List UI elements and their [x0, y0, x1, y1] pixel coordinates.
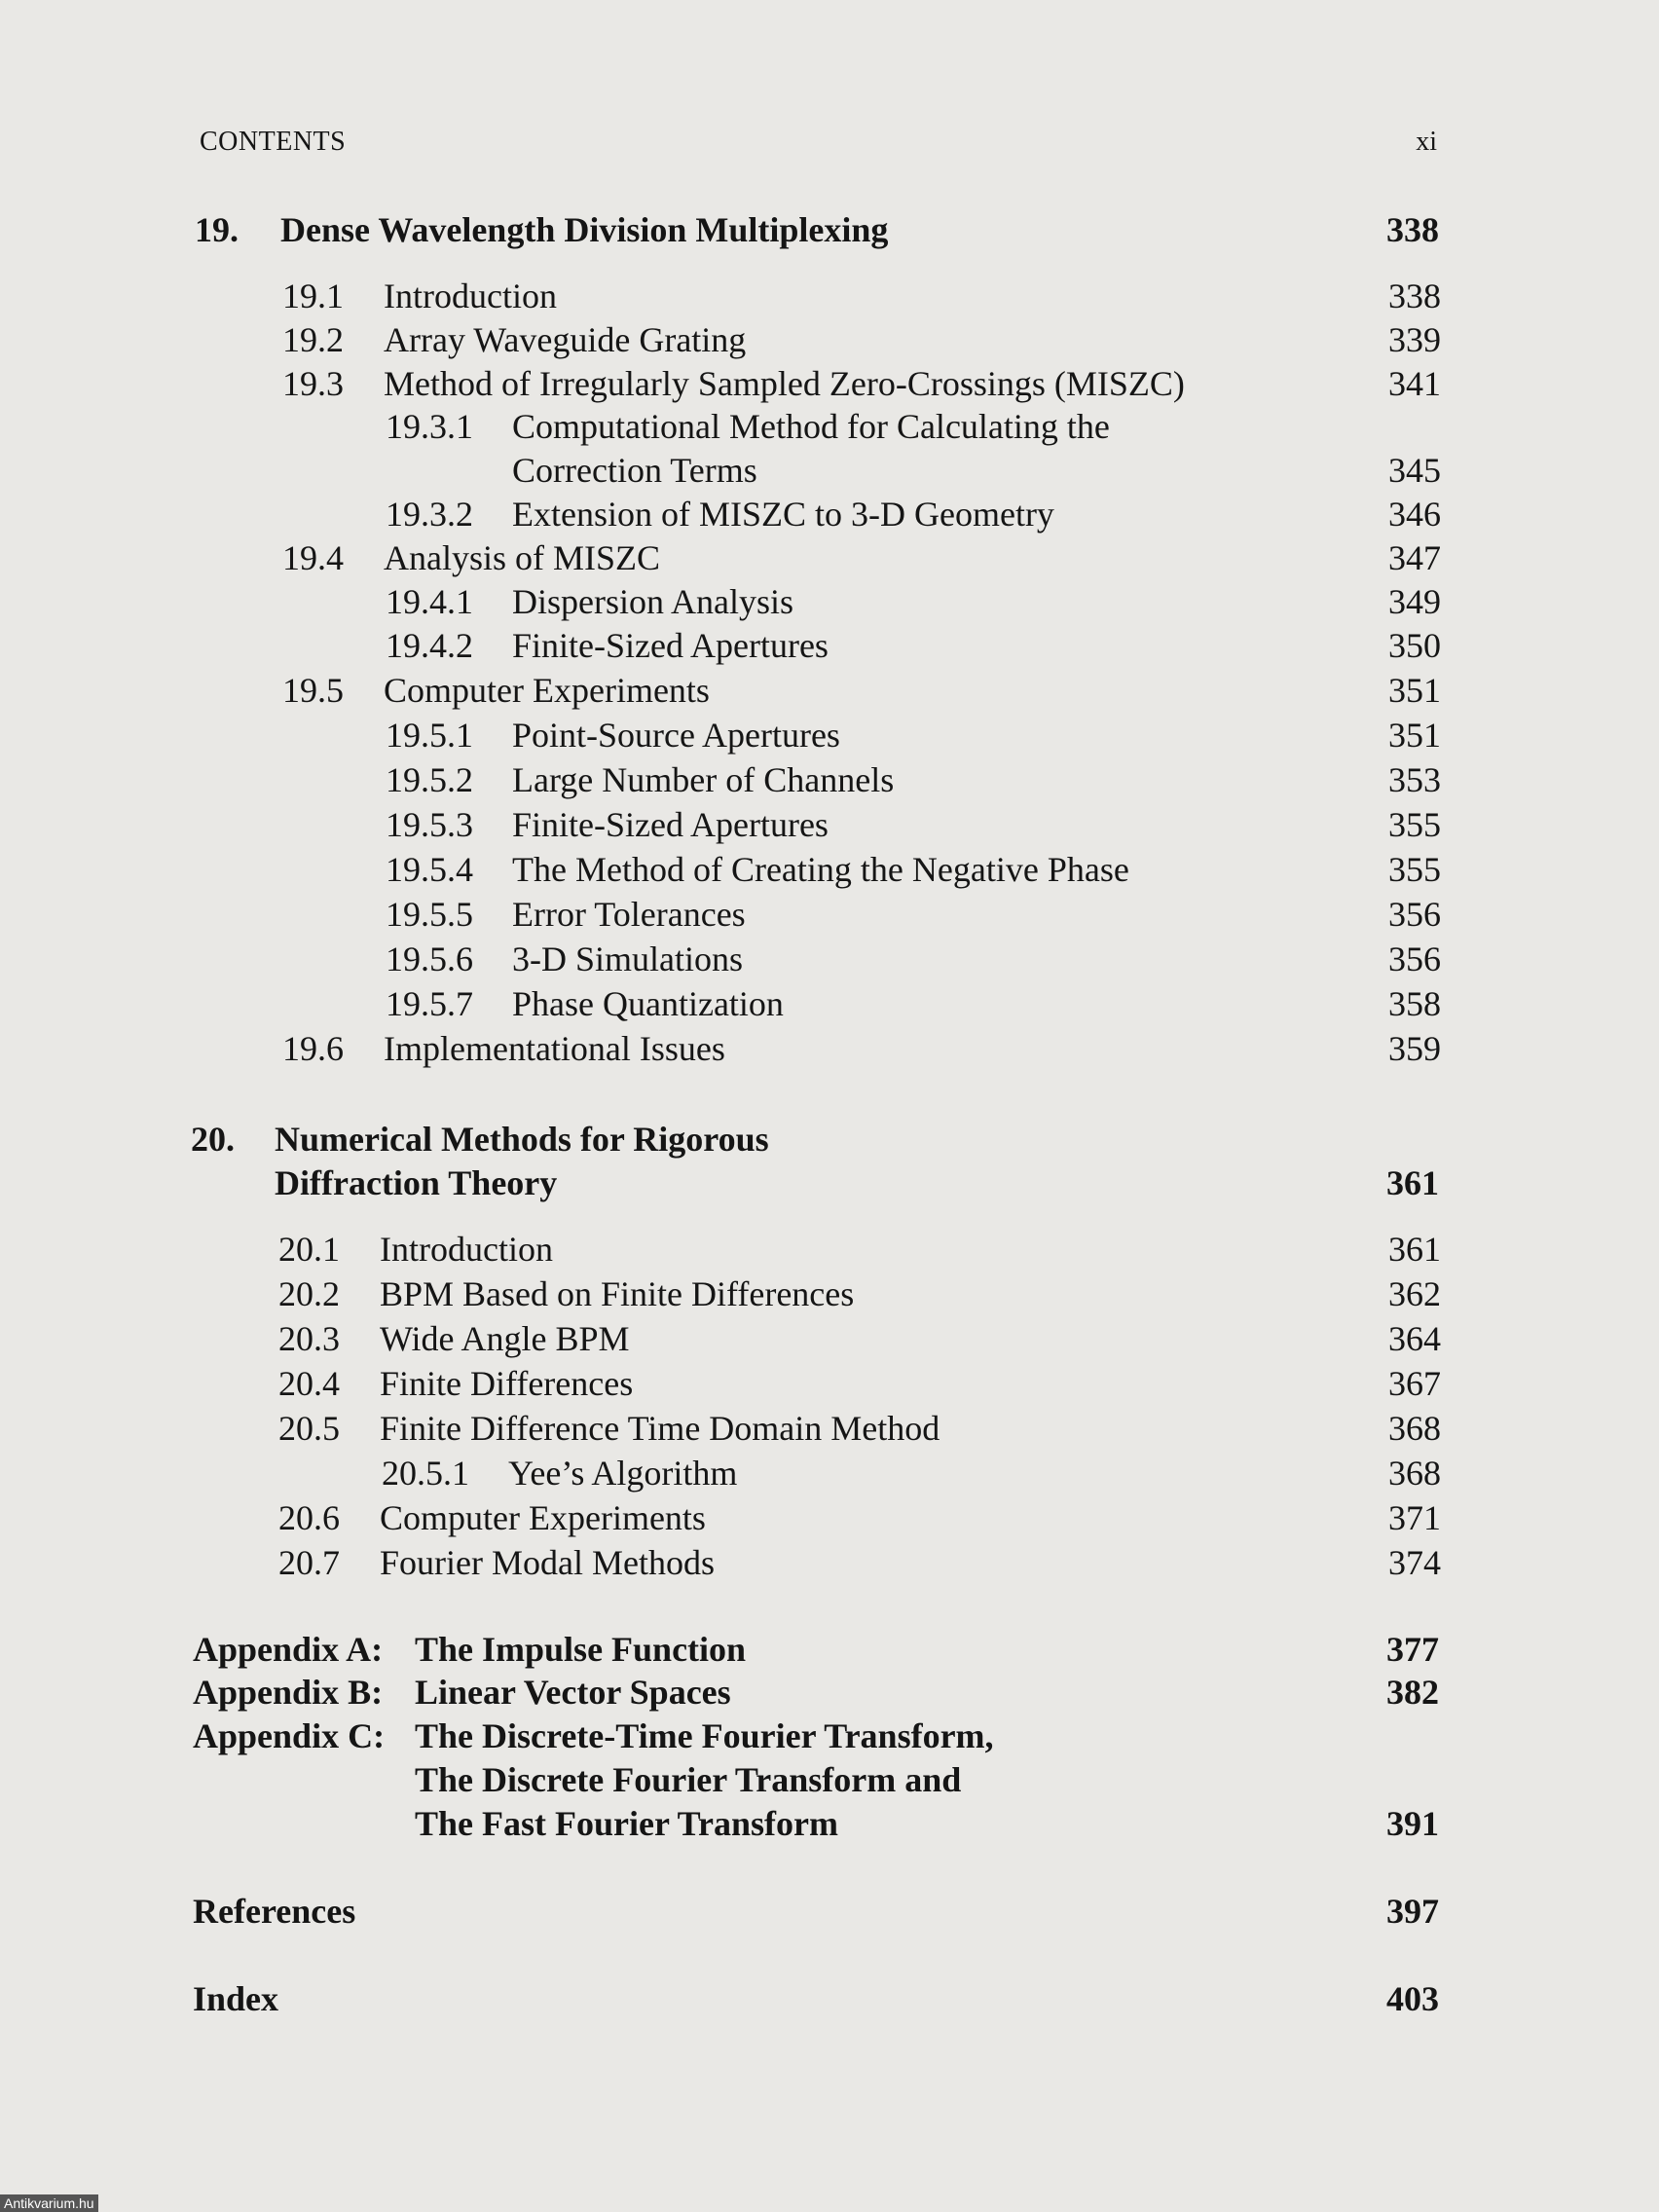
watermark: Antikvarium.hu [0, 2194, 98, 2212]
section-title: The Method of Creating the Negative Phase [512, 850, 1129, 889]
section-page: 355 [1388, 850, 1441, 889]
section-page: 359 [1388, 1029, 1441, 1068]
section-page: 371 [1388, 1498, 1441, 1537]
section-number: 20.7 [278, 1543, 340, 1582]
section-title: Extension of MISZC to 3-D Geometry [512, 495, 1054, 534]
chapter-title-line2: Diffraction Theory [275, 1163, 558, 1202]
appendix-title: The Impulse Function [415, 1630, 747, 1669]
section-page: 361 [1388, 1230, 1441, 1269]
section-page: 341 [1388, 364, 1441, 403]
section-title: Finite-Sized Apertures [512, 805, 829, 844]
section-title: Fourier Modal Methods [380, 1543, 715, 1582]
appendix-page: 391 [1386, 1804, 1439, 1843]
section-page: 367 [1388, 1364, 1441, 1403]
section-page: 374 [1388, 1543, 1441, 1582]
section-title: Yee’s Algorithm [508, 1454, 738, 1493]
section-number: 20.3 [278, 1319, 340, 1358]
section-number: 19.3 [282, 364, 344, 403]
section-number: 19.6 [282, 1029, 344, 1068]
chapter-page: 361 [1386, 1163, 1439, 1202]
section-page: 347 [1388, 538, 1441, 577]
section-page: 346 [1388, 495, 1441, 534]
section-title: Introduction [380, 1230, 553, 1269]
section-page: 358 [1388, 984, 1441, 1023]
section-title: Method of Irregularly Sampled Zero-Crossings (MISZC) [384, 364, 1185, 403]
appendix-title: Linear Vector Spaces [415, 1673, 731, 1712]
section-number: 19.1 [282, 276, 344, 315]
running-head-page-number: xi [1416, 127, 1437, 157]
section-number: 19.5.1 [386, 716, 473, 755]
section-number: 20.2 [278, 1274, 340, 1313]
section-title: Introduction [384, 276, 557, 315]
section-number: 19.5 [282, 671, 344, 710]
section-page: 362 [1388, 1274, 1441, 1313]
section-number: 19.5.2 [386, 760, 473, 799]
section-page: 350 [1388, 626, 1441, 665]
section-number: 19.5.4 [386, 850, 473, 889]
section-title: Large Number of Channels [512, 760, 895, 799]
section-number: 19.4.2 [386, 626, 473, 665]
appendix-title-line2: The Discrete Fourier Transform and [415, 1760, 962, 1799]
section-number: 20.5.1 [382, 1454, 469, 1493]
section-title-continued: Correction Terms [512, 451, 757, 490]
section-page: 353 [1388, 760, 1441, 799]
section-title: Dispersion Analysis [512, 582, 794, 621]
section-title: Finite-Sized Apertures [512, 626, 829, 665]
section-title: Array Waveguide Grating [384, 320, 747, 359]
section-page: 364 [1388, 1319, 1441, 1358]
section-number: 19.5.6 [386, 940, 473, 978]
section-number: 20.6 [278, 1498, 340, 1537]
section-title: Wide Angle BPM [380, 1319, 630, 1358]
section-title: Error Tolerances [512, 895, 746, 934]
appendix-label: Appendix A: [193, 1630, 384, 1669]
index-page: 403 [1386, 1979, 1439, 2018]
chapter-title: Dense Wavelength Division Multiplexing [280, 210, 889, 249]
section-page: 356 [1388, 940, 1441, 978]
section-title: Implementational Issues [384, 1029, 725, 1068]
index-label: Index [193, 1979, 279, 2018]
section-page: 351 [1388, 716, 1441, 755]
appendix-title-line3: The Fast Fourier Transform [415, 1804, 838, 1843]
chapter-page: 338 [1386, 210, 1439, 249]
section-page: 349 [1388, 582, 1441, 621]
section-title: Analysis of MISZC [384, 538, 661, 577]
section-number: 19.5.5 [386, 895, 473, 934]
section-page: 351 [1388, 671, 1441, 710]
section-page: 368 [1388, 1409, 1441, 1448]
appendix-label: Appendix C: [193, 1716, 386, 1755]
section-number: 19.3.1 [386, 407, 473, 446]
section-title: 3-D Simulations [512, 940, 744, 978]
chapter-number: 20. [191, 1120, 235, 1159]
section-title: Computer Experiments [384, 671, 710, 710]
references-page: 397 [1386, 1892, 1439, 1931]
section-title: Computer Experiments [380, 1498, 706, 1537]
section-title: Computational Method for Calculating the [512, 407, 1110, 446]
section-title: Finite Differences [380, 1364, 634, 1403]
running-head-left: CONTENTS [200, 127, 347, 157]
section-number: 19.5.3 [386, 805, 473, 844]
section-number: 19.3.2 [386, 495, 473, 534]
section-page: 356 [1388, 895, 1441, 934]
section-number: 20.4 [278, 1364, 340, 1403]
section-title: Phase Quantization [512, 984, 784, 1023]
section-number: 19.4 [282, 538, 344, 577]
section-number: 19.2 [282, 320, 344, 359]
appendix-label: Appendix B: [193, 1673, 384, 1712]
section-page: 345 [1388, 451, 1441, 490]
section-number: 19.4.1 [386, 582, 473, 621]
section-number: 19.5.7 [386, 984, 473, 1023]
section-number: 20.5 [278, 1409, 340, 1448]
appendix-page: 382 [1386, 1673, 1439, 1712]
section-page: 339 [1388, 320, 1441, 359]
section-title: Point-Source Apertures [512, 716, 840, 755]
references-label: References [193, 1892, 356, 1931]
section-page: 355 [1388, 805, 1441, 844]
appendix-page: 377 [1386, 1630, 1439, 1669]
section-page: 338 [1388, 276, 1441, 315]
section-page: 368 [1388, 1454, 1441, 1493]
section-title: Finite Difference Time Domain Method [380, 1409, 940, 1448]
appendix-title-line1: The Discrete-Time Fourier Transform, [415, 1716, 994, 1755]
section-number: 20.1 [278, 1230, 340, 1269]
chapter-title-line1: Numerical Methods for Rigorous [275, 1120, 769, 1159]
chapter-number: 19. [195, 210, 239, 249]
section-title: BPM Based on Finite Differences [380, 1274, 855, 1313]
